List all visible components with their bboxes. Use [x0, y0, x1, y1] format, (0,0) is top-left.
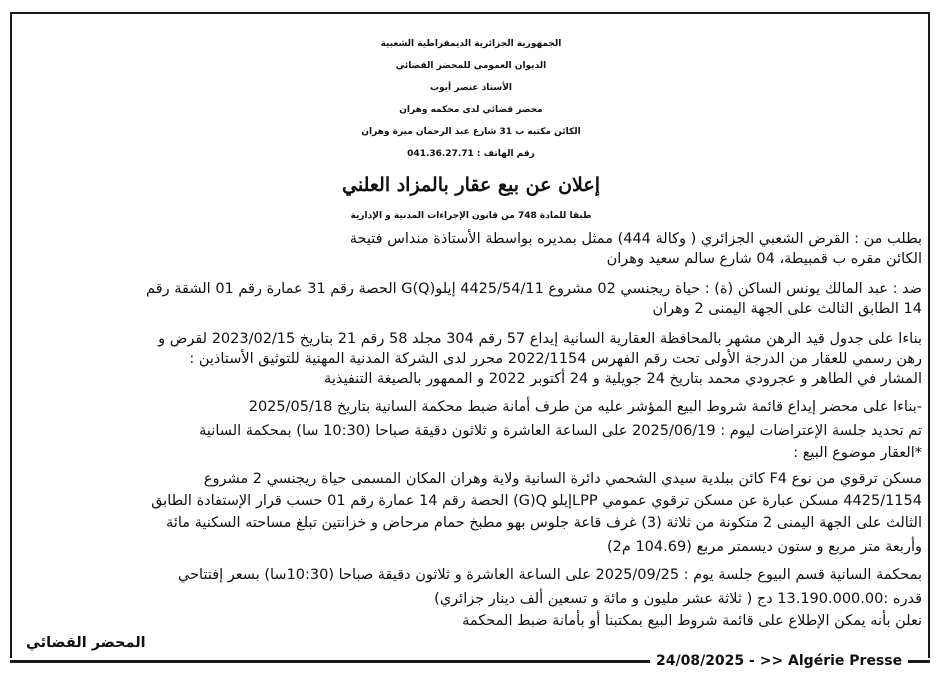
- header-court: محضر قضائي لدى محكمه وهران: [399, 105, 543, 115]
- header-republic: الجمهورية الجزائرية الديمقراطية الشعبية: [380, 39, 562, 49]
- header-address: الكائن مكتبه ب 31 شارع عبد الرحمان ميرة وهران: [361, 127, 581, 137]
- body-line: بناءا على جدول قيد الرهن مشهر بالمحافظة العقارية السانية إيداع 57 رقم 304 مجلد 58 رقم 21 بتاريخ 2023/02/15 لقرض و: [158, 331, 922, 347]
- body-line: *العقار موضوع البيع :: [793, 445, 922, 461]
- notice-subtitle: طبقا للمادة 748 من قانون الإجراءات المدنية و الإدارية: [350, 211, 592, 221]
- body-line: نعلن بأنه يمكن الإطلاع على قائمة شروط البيع بمكتبنا أو بأمانة ضبط المحكمة: [462, 613, 922, 629]
- notice-title: إعلان عن بيع عقار بالمزاد العلني: [342, 174, 600, 196]
- body-line: 14 الطابق الثالث على الجهة اليمنى 2 وهران: [652, 301, 922, 317]
- header-name: الأستاذ عنصر أيوب: [429, 83, 512, 93]
- header-office: الديوان العمومي للمحضر القضائي: [395, 61, 547, 71]
- body-line: بمحكمة السانية قسم البيوع جلسة يوم : 2025/09/25 على الساعة العاشرة و ثلاثون دقيقة صباحا (10:30سا) بسعر إفتتاحي: [177, 567, 922, 583]
- body-line: رهن رسمي للعقار من الدرجة الأولى تحت رقم الفهرس 2022/1154 محرر لدى الشركة المدنية المهنية للتوثيق الأستاذين :: [189, 351, 922, 367]
- footer-bar: [10, 650, 930, 672]
- signature: المحضر القضائي: [26, 635, 146, 651]
- body-line: الثالث على الجهة اليمنى 2 متكونة من ثلاثة (3) غرف قاعة جلوس بهو مطبخ حمام مرحاض و خزانتين تبلغ مساحته السكنية مائة: [166, 515, 922, 531]
- footer-date-source: 24/08/2025 - >> Algérie Presse: [650, 650, 908, 672]
- body-line: 4425/1154 مسكن عبارة عن مسكن ترقوي عمومي LPPإيلو G)Q) الحصة رقم 14 عمارة رقم 01 حسب قرار الإستفادة الطابق: [151, 493, 922, 509]
- body-line: -بناءا على محضر إيداع قائمة شروط البيع المؤشر عليه من طرف أمانة ضبط محكمة السانية بتاريخ 2025/05/18: [248, 399, 922, 415]
- body-line: تم تحديد جلسة الإعتراضات ليوم : 2025/06/19 على الساعة العاشرة و ثلاثون دقيقة صباحا (10:30 سا) بمحكمة السانية: [199, 423, 922, 439]
- body-line: المشار في الطاهر و عجرودي محمد بتاريخ 24 جويلية و 24 أكتوبر 2022 و الممهور بالصيغة التنفيذية: [324, 371, 922, 387]
- body-line: بطلب من : القرض الشعبي الجزائري ( وكالة 444) ممثل بمديره بواسطة الأستاذة منداس فتيحة: [349, 231, 922, 247]
- body-line: الكائن مقره ب قمبيطة، 04 شارع سالم سعيد وهران: [606, 251, 922, 267]
- body-line: مسكن ترقوي من نوع F4 كائن ببلدية سيدي الشحمي دائرة السانية ولاية وهران المكان المسمى حياة ريجنسي 2 مشروع: [203, 471, 922, 487]
- body-line: ضد : عبد المالك يونس الساكن (ة) : حياة ريجنسي 02 مشروع 4425/54/11 إيلوG(Q) الحصة رقم 31 عمارة رقم 01 الشقة رقم: [146, 281, 922, 297]
- body-line: وأربعة متر مربع و ستون ديسمتر مربع (104.69 م2): [606, 539, 922, 555]
- header-phone: رقم الهاتف : 041.36.27.71: [407, 149, 535, 159]
- body-line: قدره :13.190.000.00 دج ( ثلاثة عشر مليون و مائة و تسعين ألف دينار جزائري): [434, 591, 922, 607]
